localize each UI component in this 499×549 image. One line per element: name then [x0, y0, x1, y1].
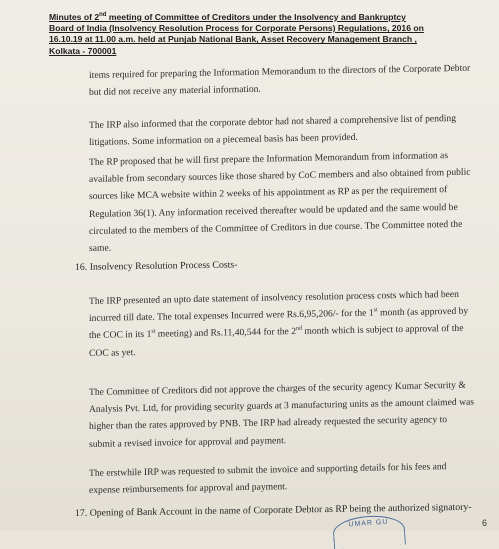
- paragraph-information-items: items required for preparing the Information Memorandum to the directors of the Corporate Debtor but did not receive any material information.: [89, 62, 471, 99]
- process-costs-part-c: meeting) and Rs.11,40,544 for the 2: [155, 326, 296, 341]
- process-costs-sup-2: st: [151, 328, 156, 336]
- process-costs-sup-3: nd: [296, 326, 302, 333]
- company-stamp: [332, 514, 406, 549]
- page-number: 6: [481, 518, 487, 528]
- paragraph-erstwhile-irp: The erstwhile IRP was requested to submit the invoice and supporting details for his fees and expense reimbursements for approval and payment.: [89, 461, 447, 497]
- item-16-heading: 16. Insolvency Resolution Process Costs-: [75, 259, 238, 273]
- header-line4: Kolkata - 700001: [49, 45, 117, 56]
- process-costs-sup-1: st: [373, 307, 378, 314]
- paragraph-pending-litigations: The IRP also informed that the corporate debtor had not shared a comprehensive list of pending litigations. Some information on a piecemeal basis has been provided.: [89, 112, 457, 149]
- minutes-header: [49, 12, 449, 57]
- paragraph-information-memorandum: The RP proposed that he will first prepare the Information Memorandum from information as available from secondary sources like those shared by CoC members and also obtained from public sources like MCA website within 2 weeks of his appointment as RP as per the requirement of Regulation 36(1). Any information received thereafter would be updated and the same would be circulated to the members of the Committee of Creditors in due course. The Committee noted the same.: [89, 150, 471, 255]
- process-costs-part-b: month (as approved by the COC in its 1: [89, 305, 469, 342]
- header-line1-sup: nd: [99, 12, 107, 19]
- header-line2: Board of India (Insolvency Resolution Process for Corporate Persons) Regulations, 2016 on: [49, 23, 424, 34]
- process-costs-part-a: The IRP presented an upto date statement of insolvency resolution process costs which had been incurred till date. The total expenses Incurred were Rs.6,95,206/- for the 1: [89, 288, 459, 325]
- paragraph-security-agency: The Committee of Creditors did not approve the charges of the security agency Kumar Security & Analysis Pvt. Ltd, for providing security guards at 3 manufacturing units as the amount claimed was higher than the rates approved by PNB. The IRP had already requested the security agency to submit a revised invoice for approval and payment.: [89, 379, 475, 450]
- item-17-heading: 17. Opening of Bank Account in the name of Corporate Debtor as RP being the authorized signatory-: [75, 501, 472, 519]
- header-line3: 16.10.19 at 11.00 a.m. held at Punjab National Bank, Asset Recovery Management Branch ,: [49, 34, 417, 45]
- process-costs-part-d: month which is subject to approval of the COC as yet.: [89, 323, 464, 359]
- header-line1-pre: Minutes of 2: [49, 12, 100, 22]
- header-line1-post: meeting of Committee of Creditors under the Insolvency and Bankruptcy: [106, 12, 406, 22]
- paragraph-process-costs: [89, 286, 474, 362]
- stamp-text: UMAR GU: [348, 518, 389, 529]
